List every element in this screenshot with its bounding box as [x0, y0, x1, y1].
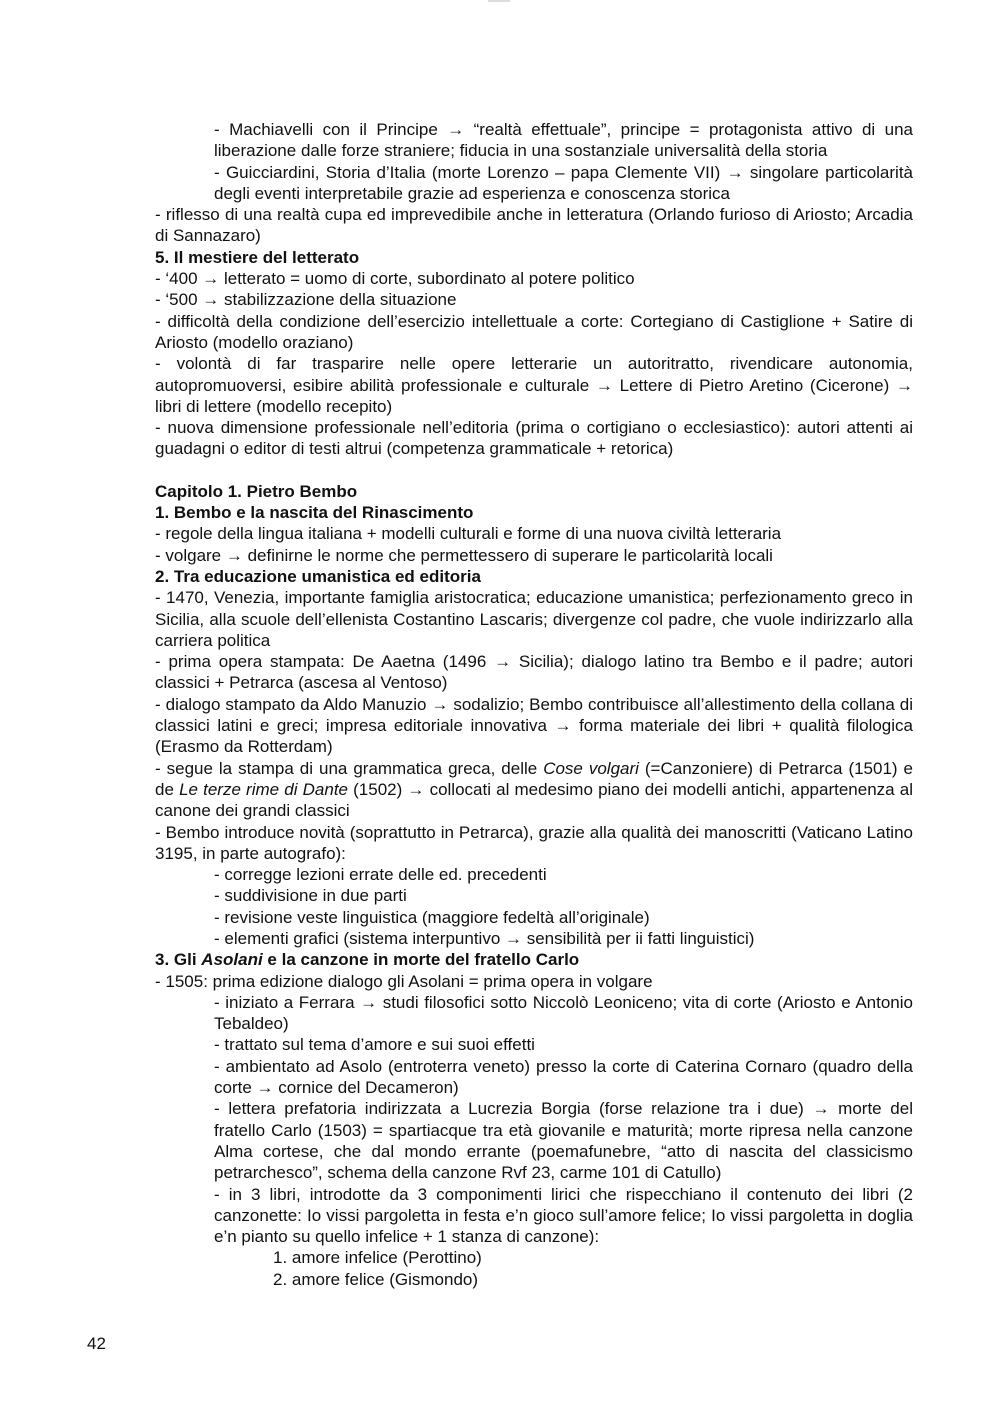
paragraph: - revisione veste linguistica (maggiore fedeltà all’originale) [214, 907, 650, 927]
paragraph: - riflesso di una realtà cupa ed imprevedibile anche in letteratura (Orlando furioso di Ariosto; Arcadia di Sannazaro) [155, 205, 913, 246]
text-run: e la canzone in morte del fratello Carlo [262, 950, 580, 970]
paragraph: - 1470, Venezia, importante famiglia aristocratica; educazione umanistica; perfezionamento greco in Sicilia, alla scuole dell’ellenista Costantino Lascaris; divergenze col padre, che vuole indirizzarlo alla carriera politica [155, 588, 913, 650]
paragraph: - corregge lezioni errate delle ed. precedenti [214, 865, 547, 885]
paragraph: - difficoltà della condizione dell’esercizio intellettuale a corte: Cortegiano di Castiglione + Satire di Ariosto (modello oraziano) [155, 311, 913, 352]
page-content [155, 119, 913, 1290]
paragraph [155, 758, 913, 822]
paragraph: - suddivisione in due parti [214, 886, 407, 906]
paragraph: - lettera prefatoria indirizzata a Lucrezia Borgia (forse relazione tra i due) → morte del fratello Carlo (1503) = spartiacque tra età giovanile e maturità; morte ripresa nella canzone Alma cortese, che dal mondo errante (poemafunebre, “atto di nascita del classicismo petrarchesco”, schema della canzone Rvf 23, carme 101 di Catullo) [214, 1099, 913, 1183]
italic-title: Asolani [201, 950, 263, 970]
header-mark [488, 0, 510, 2]
paragraph: - volgare → definirne le norme che permettessero di superare le particolarità locali [155, 545, 773, 565]
paragraph: - Guicciardini, Storia d’Italia (morte Lorenzo – papa Clemente VII) → singolare particolarità degli eventi interpretabile grazie ad esperienza e conoscenza storica [214, 162, 913, 203]
paragraph: - ‘400 → letterato = uomo di corte, subordinato al potere politico [155, 269, 635, 289]
paragraph: - Machiavelli con il Principe → “realtà effettuale”, principe = protagonista attivo di una liberazione dalle forze straniere; fiducia in una sostanziale universalità della storia [214, 120, 913, 161]
section-heading: 2. Tra educazione umanistica ed editoria [155, 566, 481, 586]
paragraph: - ambientato ad Asolo (entroterra veneto) presso la corte di Caterina Cornaro (quadro della corte → cornice del Decameron) [214, 1056, 913, 1098]
paragraph: 1. amore infelice (Perottino) [273, 1248, 482, 1268]
section-heading [155, 949, 913, 970]
paragraph: - nuova dimensione professionale nell’editoria (prima o cortigiano o ecclesiastico): autori attenti ai guadagni o editor di testi altrui (competenza grammaticale + retorica) [155, 418, 913, 459]
paragraph: 2. amore felice (Gismondo) [273, 1269, 479, 1289]
paragraph: - volontà di far trasparire nelle opere letterarie un autoritratto, rivendicare autonomia, autopromuoversi, esibire abilità professionale e culturale → Lettere di Pietro Aretino (Cicerone) → libri di lettere (modello recepito) [155, 354, 913, 416]
paragraph: - ‘500 → stabilizzazione della situazione [155, 290, 457, 310]
italic-title: Cose volgari [543, 758, 639, 778]
paragraph: - iniziato a Ferrara → studi filosofici sotto Niccolò Leoniceno; vita di corte (Ariosto e Antonio Tebaldeo) [214, 992, 913, 1034]
text-run: - segue la stampa di una grammatica greca, delle [155, 758, 544, 778]
paragraph: - trattato sul tema d’amore e sui suoi effetti [214, 1035, 535, 1055]
section-heading: Capitolo 1. Pietro Bembo [155, 481, 358, 501]
paragraph: - in 3 libri, introdotte da 3 componimenti lirici che rispecchiano il contenuto dei libri (2 canzonette: Io vissi pargoletta in festa e’n gioco sull’amore felice; Io vissi pargoletta in doglia e’n pianto su quello infelice + 1 stanza di canzone): [214, 1184, 913, 1247]
paragraph: - elementi grafici (sistema interpuntivo → sensibilità per ii fatti linguistici) [214, 928, 755, 948]
text-run: (1502) → collocati al medesimo piano dei modelli antichi, appartenenza al canone dei grandi classici [155, 779, 913, 821]
text-run: (=Canzoniere) di Petrarca (1501) e de [155, 758, 913, 799]
page-number: 42 [87, 1334, 106, 1353]
paragraph: - regole della lingua italiana + modelli culturali e forme di una nuova civiltà letteraria [155, 524, 782, 544]
paragraph-gap [155, 460, 913, 481]
paragraph: - dialogo stampato da Aldo Manuzio → sodalizio; Bembo contribuisce all’allestimento della collana di classici latini e greci; impresa editoriale innovativa → forma materiale dei libri + qualità filologica (Erasmo da Rotterdam) [155, 694, 913, 757]
italic-title: Le terze rime di Dante [179, 779, 348, 799]
paragraph: - Bembo introduce novità (soprattutto in Petrarca), grazie alla qualità dei manoscritti (Vaticano Latino 3195, in parte autografo): [155, 822, 913, 863]
paragraph: - prima opera stampata: De Aaetna (1496 → Sicilia); dialogo latino tra Bembo e il padre; autori classici + Petrarca (ascesa al Ventoso) [155, 652, 913, 693]
section-heading: 5. Il mestiere del letterato [155, 247, 360, 267]
text-run: 3. Gli [155, 950, 202, 970]
paragraph: - 1505: prima edizione dialogo gli Asolani = prima opera in volgare [155, 971, 653, 991]
section-heading: 1. Bembo e la nascita del Rinascimento [155, 503, 474, 523]
